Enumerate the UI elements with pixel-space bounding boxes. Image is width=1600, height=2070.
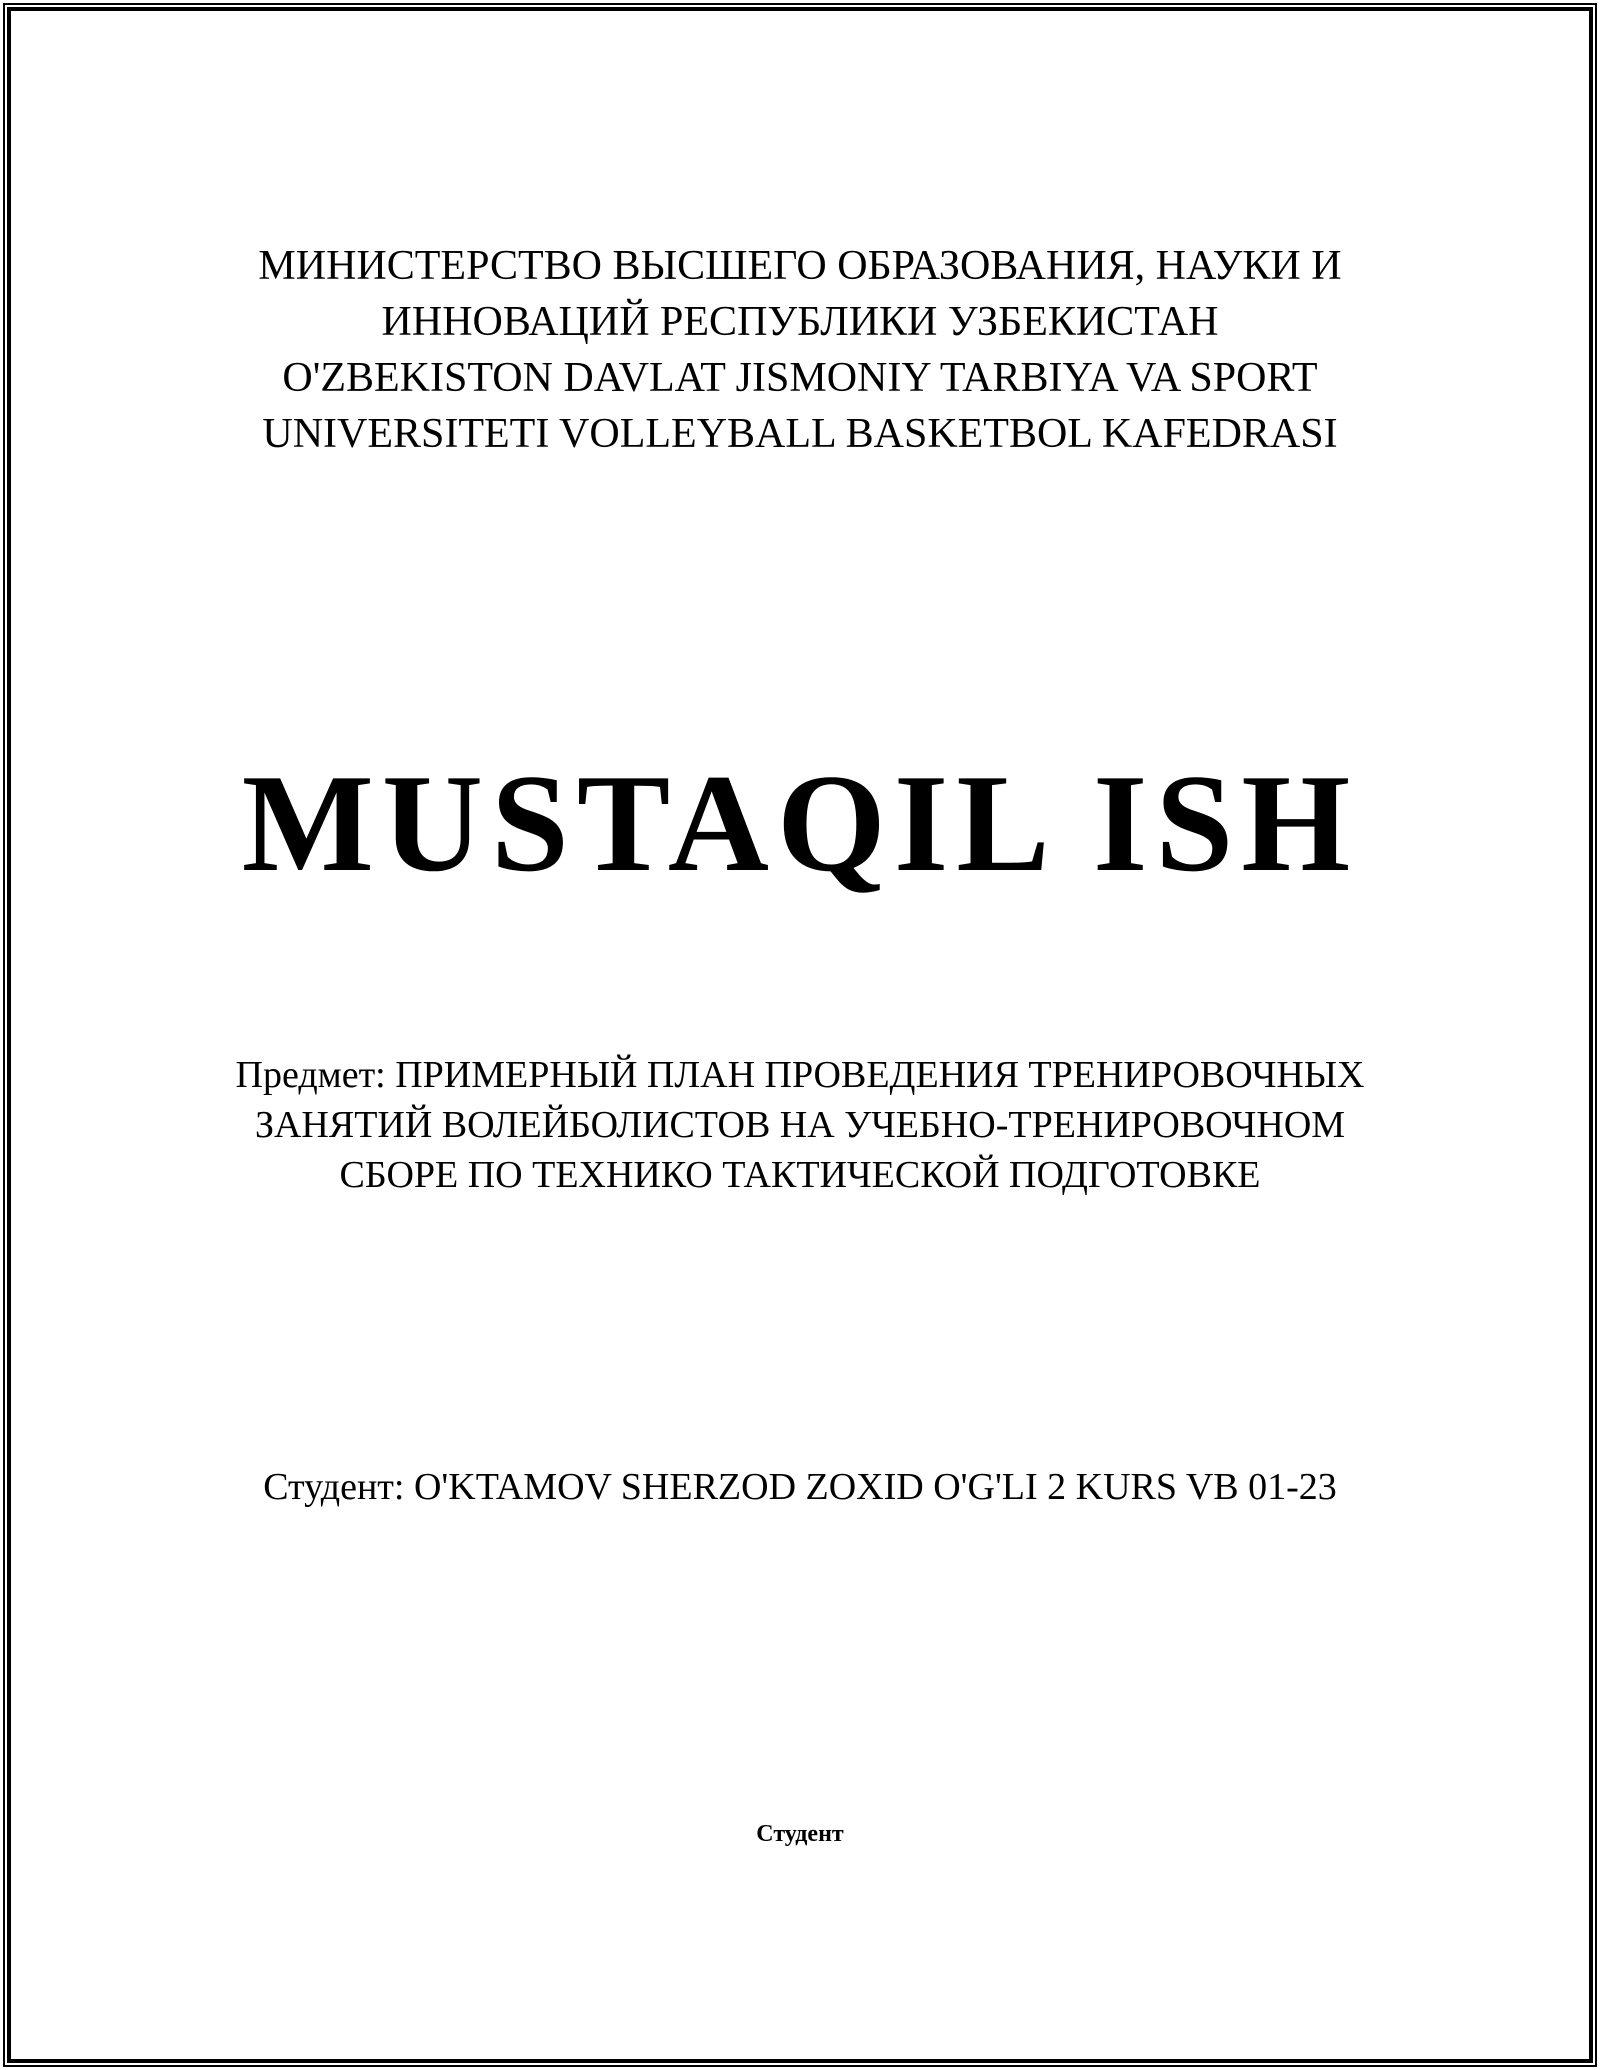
org-header-line-4: UNIVERSITETI VOLLEYBALL BASKETBOL KAFEDRASI bbox=[262, 411, 1338, 457]
subject-block bbox=[80, 1050, 1520, 1200]
org-header-line-2: ИННОВАЦИЙ РЕСПУБЛИКИ УЗБЕКИСТАН bbox=[381, 299, 1219, 345]
subject-line-1: Предмет: ПРИМЕРНЫЙ ПЛАН ПРОВЕДЕНИЯ ТРЕНИРОВОЧНЫХ bbox=[235, 1054, 1365, 1096]
document-title: MUSTAQIL ISH bbox=[241, 746, 1359, 901]
subject-line-2: ЗАНЯТИЙ ВОЛЕЙБОЛИСТОВ НА УЧЕБНО-ТРЕНИРОВОЧНОМ bbox=[254, 1104, 1346, 1146]
student-line: Студент: O'KTAMOV SHERZOD ZOXID O'G'LI 2 KURS VB 01-23 bbox=[263, 1466, 1337, 1508]
org-header-line-3: O'ZBEKISTON DAVLAT JISMONIY TARBIYA VA SPORT bbox=[282, 355, 1318, 401]
org-header bbox=[80, 238, 1520, 462]
subject-line-3: СБОРЕ ПО ТЕХНИКО ТАКТИЧЕСКОЙ ПОДГОТОВКЕ bbox=[339, 1154, 1261, 1196]
org-header-line-1: МИНИСТЕРСТВО ВЫСШЕГО ОБРАЗОВАНИЯ, НАУКИ И bbox=[258, 243, 1342, 289]
footer-student-label: Студент bbox=[756, 1821, 844, 1847]
